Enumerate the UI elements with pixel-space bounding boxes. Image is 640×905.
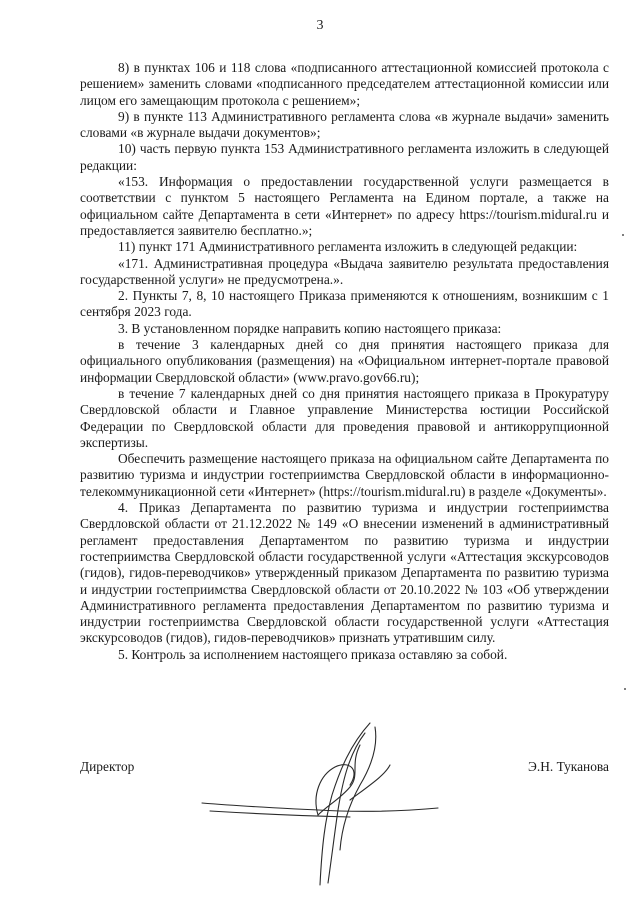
paragraph: «153. Информация о предоставлении государственной услуги размещается в соответствии с пунктом 5 настоящего Регламента на Едином портале, а также на официальном сайте Департамента в сети «Интернет» по адресу https://tourism.midural.ru и предоставляется заявителю бесплатно.»;: [80, 174, 609, 238]
paragraph: в течение 7 календарных дней со дня принятия настоящего приказа в Прокуратуру Свердловской области и Главное управление Министерства юстиции Российской Федерации по Свердловской области для проведения правовой и антикоррупционной экспертизы.: [80, 385, 609, 450]
scan-speck: [624, 688, 626, 690]
paragraph: 5. Контроль за исполнением настоящего приказа оставляю за собой.: [118, 646, 508, 662]
paragraph: 4. Приказ Департамента по развитию туризма и индустрии гостеприимства Свердловской области от 21.12.2022 № 149 «О внесении изменений в административный регламент предоставления Департаментом по развитию туризма и индустрии гостеприимства Свердловской области государственной услуги «Аттестация экскурсоводов (гидов), гидов-переводчиков» утвержденный приказом Департамента по развитию туризма и индустрии гостеприимства Свердловской области от 20.10.2022 № 103 «Об утверждении Административного регламента предоставления Департаментом по развитию туризма и индустрии гостеприимства Свердловской области государственной услуги «Аттестация экскурсоводов (гидов), гидов-переводчиков» признать утратившим силу.: [80, 500, 609, 646]
paragraph: 8) в пунктах 106 и 118 слова «подписанного аттестационной комиссией протокола с решением» заменить словами «подписанного председателем аттестационной комиссии или лицом его замещающим протокола с решением»;: [80, 60, 609, 108]
paragraph: 2. Пункты 7, 8, 10 настоящего Приказа применяются к отношениям, возникшим с 1 сентября 2023 года.: [80, 288, 609, 320]
paragraph: Обеспечить размещение настоящего приказа на официальном сайте Департамента по развитию туризма и индустрии гостеприимства Свердловской области в информационно-телекоммуникационной сети «Интернет» (https://tourism.midural.ru) в разделе «Документы».: [80, 451, 609, 499]
page-number: 3: [316, 18, 324, 33]
paragraph: 10) часть первую пункта 153 Административного регламента изложить в следующей редакции:: [80, 141, 609, 173]
paragraph: 3. В установленном порядке направить копию настоящего приказа:: [118, 320, 502, 336]
paragraph: 11) пункт 171 Административного регламента изложить в следующей редакции:: [118, 239, 578, 255]
paragraph: в течение 3 календарных дней со дня принятия настоящего приказа для официального опубликования (размещения) на «Официальном интернет-портале правовой информации Свердловской области» (www.pravo.gov66.ru);: [80, 337, 609, 385]
paragraph: «171. Административная процедура «Выдача заявителю результата предоставления государственной услуги» не предусмотрена.».: [80, 255, 609, 287]
signatory-name: Э.Н. Туканова: [528, 759, 609, 774]
handwritten-signature: [200, 715, 450, 895]
document-body: [80, 60, 609, 663]
signatory-position: Директор: [80, 759, 135, 774]
paragraph: 9) в пункте 113 Административного регламента слова «в журнале выдачи» заменить словами «в журнале выдачи документов»;: [80, 108, 609, 141]
scan-speck: [622, 234, 624, 236]
